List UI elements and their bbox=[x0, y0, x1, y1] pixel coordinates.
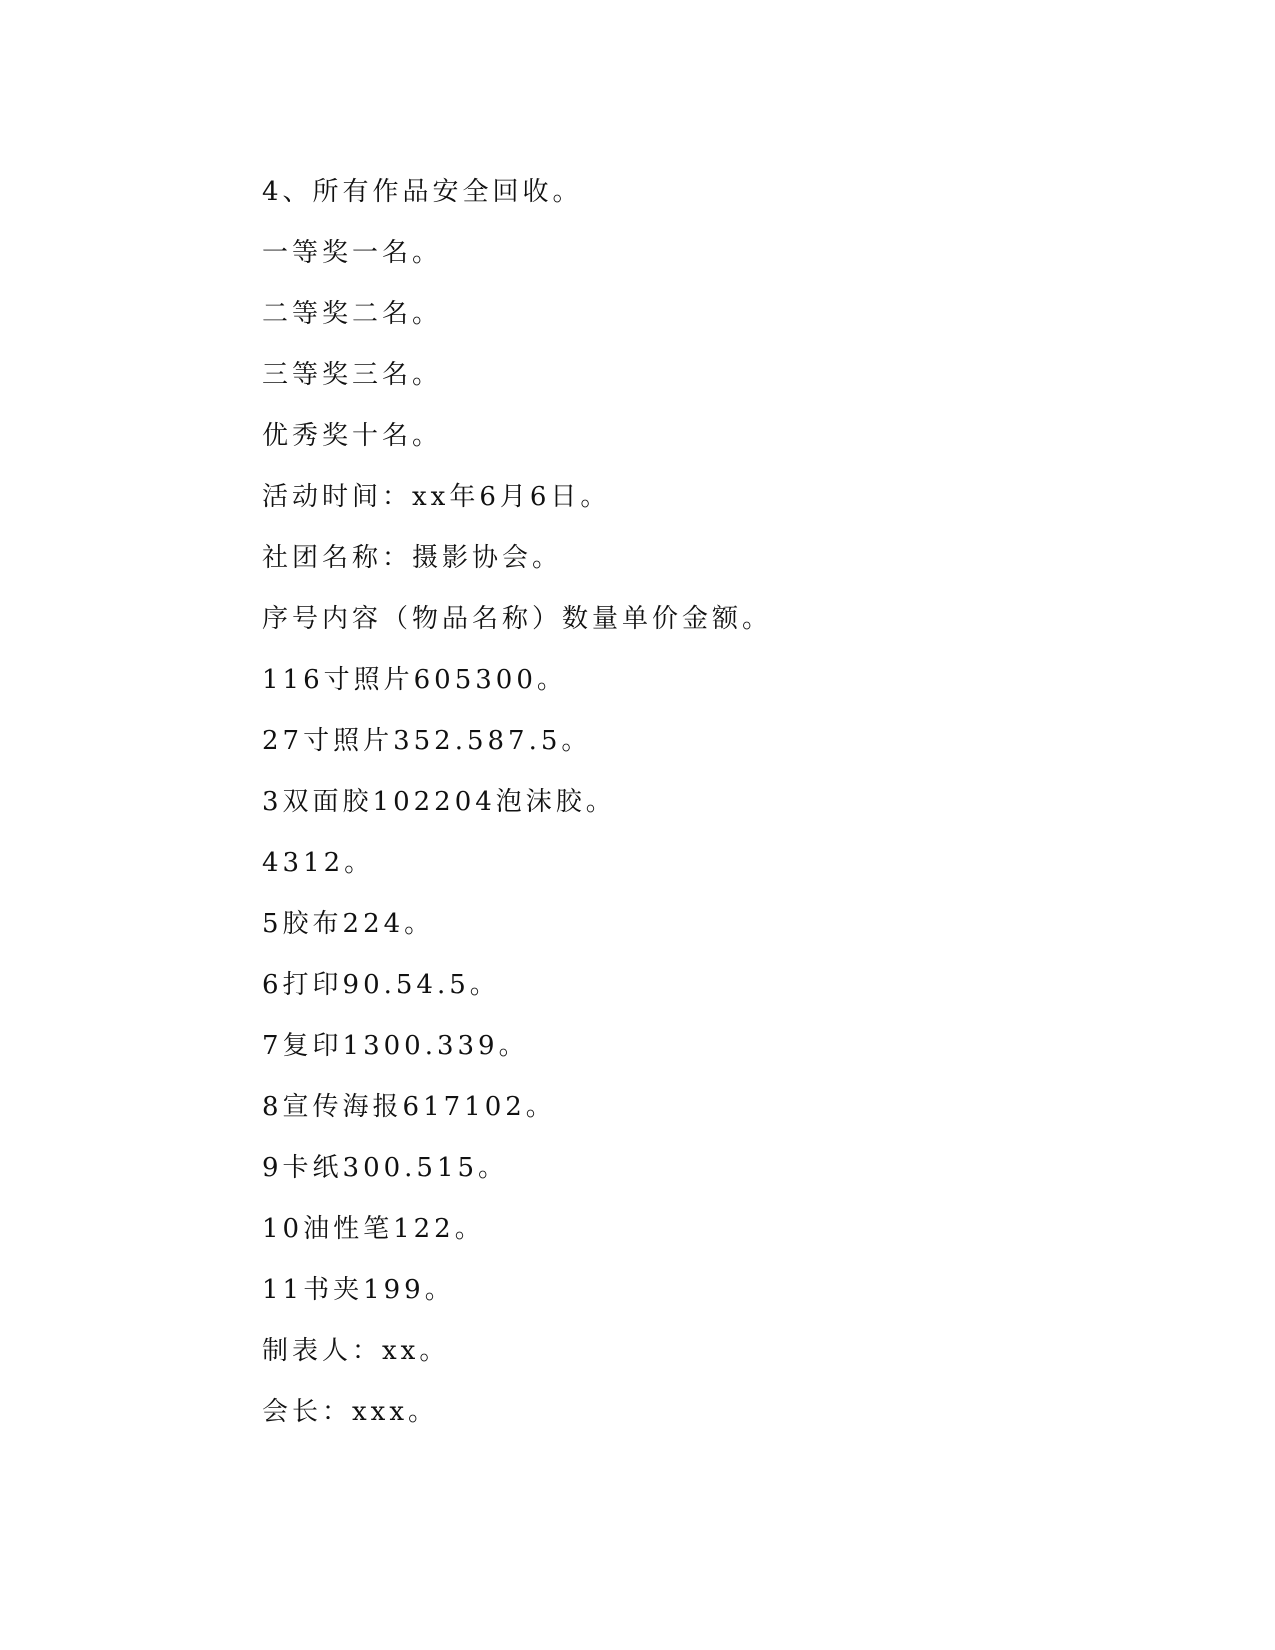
text-line: 10油性笔122。 bbox=[262, 1214, 485, 1244]
text-line: 4312。 bbox=[262, 848, 375, 878]
text-line: 制表人：xx。 bbox=[262, 1336, 450, 1366]
text-line: 社团名称：摄影协会。 bbox=[262, 543, 563, 573]
text-line: 6打印90.54.5。 bbox=[262, 970, 500, 1000]
text-line: 一等奖一名。 bbox=[262, 238, 443, 268]
text-line: 7复印1300.339。 bbox=[262, 1031, 529, 1061]
text-line: 二等奖二名。 bbox=[262, 299, 443, 329]
text-line: 8宣传海报617102。 bbox=[262, 1092, 556, 1122]
text-line: 三等奖三名。 bbox=[262, 360, 443, 390]
text-line: 27寸照片352.587.5。 bbox=[262, 726, 592, 756]
text-line: 5胶布224。 bbox=[262, 909, 435, 939]
text-line: 3双面胶102204泡沫胶。 bbox=[262, 787, 616, 817]
text-line: 活动时间：xx年6月6日。 bbox=[262, 482, 611, 512]
text-line: 优秀奖十名。 bbox=[262, 421, 443, 451]
text-line: 4、所有作品安全回收。 bbox=[262, 177, 583, 207]
document-body bbox=[262, 162, 1082, 1443]
text-line: 9卡纸300.515。 bbox=[262, 1153, 509, 1183]
text-line: 116寸照片605300。 bbox=[262, 665, 567, 695]
text-line: 11书夹199。 bbox=[262, 1275, 455, 1305]
text-line: 会长：xxx。 bbox=[262, 1397, 438, 1427]
text-line: 序号内容（物品名称）数量单价金额。 bbox=[262, 604, 773, 634]
